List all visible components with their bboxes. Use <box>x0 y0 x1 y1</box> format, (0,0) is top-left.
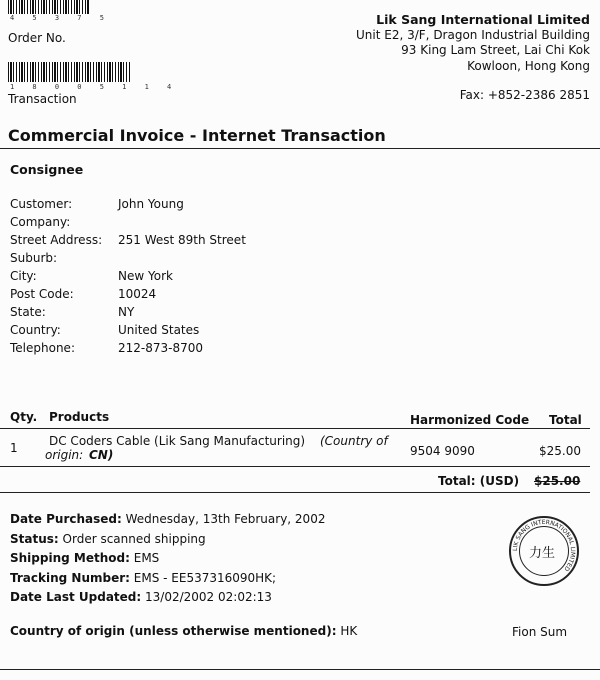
shipping-method-value: EMS <box>133 551 160 565</box>
total-header: Total <box>549 413 582 427</box>
footer-rule <box>0 669 600 670</box>
status-value: Order scanned shipping <box>62 531 206 546</box>
signatory-name: Fion Sum <box>512 625 568 639</box>
suburb-label: Suburb: <box>10 251 58 265</box>
date-last-updated-row <box>10 588 325 608</box>
state-value: NY <box>118 305 135 319</box>
status-row <box>10 530 325 550</box>
street-address-value: 251 West 89th Street <box>118 233 246 247</box>
transaction-label: Transaction <box>8 92 77 106</box>
stamp-ring-label: LIK SANG INTERNATIONAL LIMITED <box>511 518 577 573</box>
origin-statement <box>10 624 357 638</box>
transaction-barcode <box>8 62 130 82</box>
details-block <box>10 510 325 608</box>
tracking-number-value: EMS - EE537316090HK; <box>133 570 277 585</box>
date-purchased-label: Date Purchased: <box>10 512 122 526</box>
company-name: Lik Sang International Limited <box>376 12 590 27</box>
total-rule <box>0 492 590 493</box>
tracking-number-row <box>10 569 325 589</box>
order-barcode-number: 4 5 3 7 5 <box>10 14 111 22</box>
date-last-updated-label: Date Last Updated: <box>10 590 142 604</box>
transaction-barcode-number: 1 8 0 0 5 1 1 4 <box>10 83 179 91</box>
document-title: Commercial Invoice - Internet Transaction <box>8 126 386 145</box>
status-label: Status: <box>10 531 59 546</box>
item-harmonized-code: 9504 9090 <box>410 444 475 458</box>
telephone-label: Telephone: <box>10 341 75 355</box>
company-block <box>356 12 590 104</box>
consignee-heading: Consignee <box>10 162 84 177</box>
date-last-updated-value: 13/02/2002 02:02:13 <box>145 590 272 604</box>
company-label: Company: <box>10 215 71 229</box>
tracking-number-label: Tracking Number: <box>10 570 130 585</box>
company-address-line2: 93 King Lam Street, Lai Chi Kok <box>401 43 590 57</box>
origin-statement-value: HK <box>340 624 358 638</box>
table-rows-rule <box>0 466 590 467</box>
street-address-label: Street Address: <box>10 233 103 247</box>
order-number-label: Order No. <box>8 31 66 45</box>
products-header: Products <box>49 410 110 424</box>
grand-total-value: $25.00 <box>534 474 581 488</box>
company-fax: Fax: +852-2386 2851 <box>459 88 590 102</box>
qty-header: Qty. <box>10 410 38 424</box>
company-address-line1: Unit E2, 3/F, Dragon Industrial Building <box>356 27 590 42</box>
grand-total-label: Total: (USD) <box>438 474 520 488</box>
item-total: $25.00 <box>539 444 581 458</box>
country-label: Country: <box>10 323 61 337</box>
city-label: City: <box>10 269 37 283</box>
state-label: State: <box>10 305 46 319</box>
origin-statement-label: Country of origin (unless otherwise mentioned): <box>10 624 337 638</box>
table-header-rule <box>0 428 590 429</box>
city-value: New York <box>118 269 173 283</box>
post-code-label: Post Code: <box>10 287 74 301</box>
date-purchased-row <box>10 510 325 530</box>
company-stamp <box>509 516 579 586</box>
item-qty: 1 <box>10 441 18 455</box>
customer-label: Customer: <box>10 197 73 211</box>
company-address-line3: Kowloon, Hong Kong <box>467 58 590 73</box>
stamp-chars: 力生 <box>529 546 556 561</box>
item-product: DC Coders Cable (Lik Sang Manufacturing) <box>49 434 306 448</box>
item-origin-prefix: (Country of <box>320 434 388 448</box>
date-purchased-value: Wednesday, 13th February, 2002 <box>125 512 326 526</box>
post-code-value: 10024 <box>118 287 157 301</box>
title-rule <box>0 148 600 149</box>
customer-value: John Young <box>118 197 184 211</box>
harmonized-code-header: Harmonized Code <box>410 413 530 427</box>
shipping-method-label: Shipping Method: <box>10 551 130 565</box>
country-value: United States <box>118 323 200 337</box>
item-origin-label: origin: <box>45 448 84 462</box>
order-barcode <box>8 0 90 14</box>
item-origin-value: CN) <box>89 448 114 462</box>
telephone-value: 212-873-8700 <box>118 341 204 355</box>
shipping-method-row <box>10 549 325 569</box>
